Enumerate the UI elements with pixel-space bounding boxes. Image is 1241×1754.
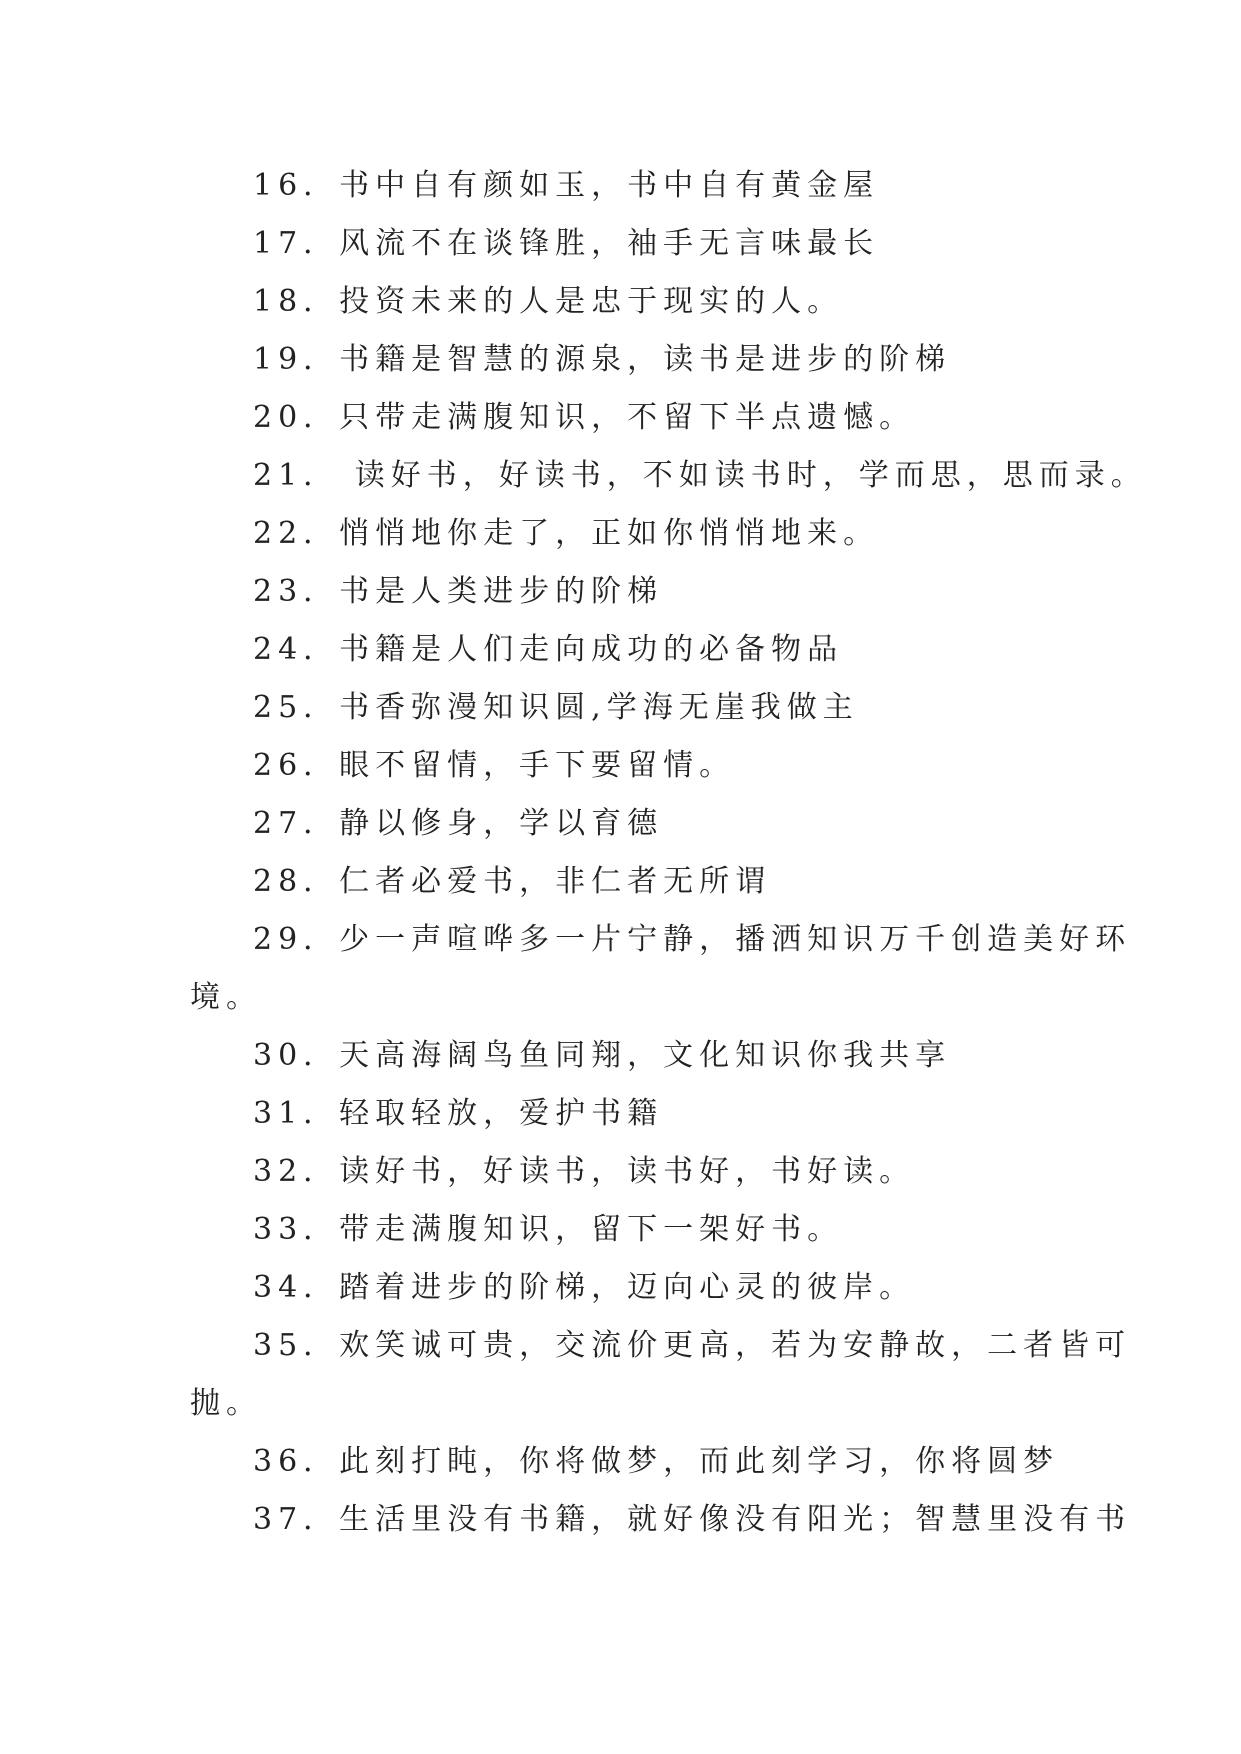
text-line: 24．书籍是人们走向成功的必备物品 (253, 632, 844, 667)
text-line: 23．书是人类进步的阶梯 (253, 574, 664, 609)
text-line: 19．书籍是智慧的源泉，读书是进步的阶梯 (253, 342, 952, 377)
text-line: 34．踏着进步的阶梯，迈向心灵的彼岸。 (253, 1270, 916, 1305)
text-line: 20．只带走满腹知识，不留下半点遗憾。 (253, 400, 916, 435)
document-body (190, 157, 1147, 1549)
text-line: 17．风流不在谈锋胜，袖手无言味最长 (253, 226, 880, 261)
text-line: 35．欢笑诚可贵，交流价更高，若为安静故，二者皆可 (253, 1328, 1132, 1363)
text-line: 29．少一声喧哗多一片宁静，播洒知识万千创造美好环 (253, 922, 1132, 957)
text-line: 33．带走满腹知识，留下一架好书。 (253, 1212, 844, 1247)
text-line: 21． 读好书，好读书，不如读书时，学而思，思而录。 (253, 458, 1147, 493)
text-line: 28．仁者必爱书，非仁者无所谓 (253, 864, 772, 899)
text-line: 32．读好书，好读书，读书好，书好读。 (253, 1154, 916, 1189)
text-line-continuation: 境。 (190, 980, 262, 1015)
text-line: 27．静以修身，学以育德 (253, 806, 664, 841)
text-line: 22．悄悄地你走了，正如你悄悄地来。 (253, 516, 880, 551)
text-line: 18．投资未来的人是忠于现实的人。 (253, 284, 844, 319)
text-line: 30．天高海阔鸟鱼同翔，文化知识你我共享 (253, 1038, 952, 1073)
text-line: 36．此刻打盹，你将做梦，而此刻学习，你将圆梦 (253, 1444, 1060, 1479)
text-line: 37．生活里没有书籍，就好像没有阳光；智慧里没有书 (253, 1502, 1132, 1537)
text-line: 31．轻取轻放，爱护书籍 (253, 1096, 664, 1131)
text-line-continuation: 抛。 (190, 1386, 262, 1421)
text-line: 26．眼不留情，手下要留情。 (253, 748, 736, 783)
text-line: 16．书中自有颜如玉，书中自有黄金屋 (253, 168, 880, 203)
text-line: 25．书香弥漫知识圆,学海无崖我做主 (253, 690, 859, 725)
